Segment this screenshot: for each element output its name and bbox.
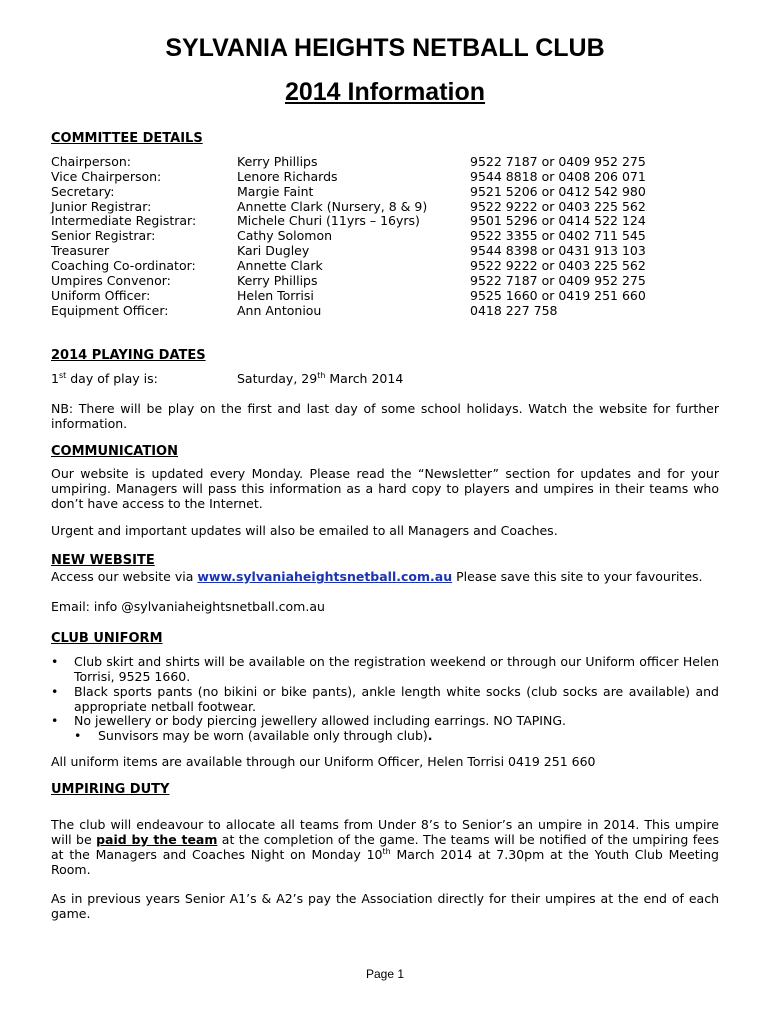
committee-name: Helen Torrisi — [237, 287, 314, 303]
umpiring-heading: UMPIRING DUTY — [51, 782, 170, 797]
club-title: SYLVANIA HEIGHTS NETBALL CLUB — [165, 34, 605, 62]
committee-phone: 9522 9222 or 0403 225 562 — [470, 257, 646, 273]
bullet-icon: • — [51, 654, 59, 669]
info-subtitle: 2014 Information — [284, 78, 486, 106]
communication-para-2: Urgent and important updates will also be emailed to all Managers and Coaches. — [51, 523, 558, 538]
committee-name: Ann Antoniou — [237, 302, 322, 318]
committee-phone: 0418 227 758 — [470, 302, 558, 318]
committee-row — [51, 303, 719, 318]
committee-phone: 9522 9222 or 0403 225 562 — [470, 198, 646, 214]
umpiring-para-1: The club will endeavour to allocate all teams from Under 8’s to Senior’s an umpire in 2014. This umpire will be paid by the team at the completion of the game. The teams will be notified of the umpiring fees at the Managers and Coaches Night on Monday 10th March 2014 at 7.30pm at the Youth Club Meeting Room. — [51, 817, 719, 877]
committee-role: Chairperson: — [51, 154, 131, 169]
bullet-icon: • — [74, 728, 82, 743]
committee-role: Secretary: — [51, 183, 115, 199]
committee-phone: 9522 7187 or 0409 952 275 — [470, 154, 646, 169]
committee-row — [51, 154, 719, 169]
playing-dates-heading: 2014 PLAYING DATES — [51, 348, 206, 363]
uniform-sub-bullet: • Sunvisors may be worn (available only through club). — [74, 728, 433, 743]
communication-para-1: Our website is updated every Monday. Please read the “Newsletter” section for updates and for your umpiring. Managers will pass this information as a hard copy to players and umpires in their teams who don’t have access to the Internet. — [51, 466, 719, 511]
committee-phone: 9544 8398 or 0431 913 103 — [470, 243, 646, 259]
bullet-icon: • — [51, 684, 59, 699]
website-heading: NEW WEBSITE — [51, 553, 155, 568]
committee-role: Uniform Officer: — [51, 287, 151, 303]
paid-by-team-emphasis: paid by the team — [96, 832, 218, 847]
committee-role: Vice Chairperson: — [51, 168, 162, 184]
website-email: Email: info @sylvaniaheightsnetball.com.au — [51, 599, 325, 614]
first-day-row — [51, 371, 719, 386]
committee-row — [51, 228, 719, 243]
uniform-bullet: • Club skirt and shirts will be available on the registration weekend or through our Uniform officer Helen Torrisi, 9525 1660. — [51, 654, 719, 684]
committee-row — [51, 273, 719, 288]
committee-role: Equipment Officer: — [51, 302, 169, 318]
committee-role: Coaching Co-ordinator: — [51, 257, 196, 273]
committee-row — [51, 243, 719, 258]
committee-row — [51, 169, 719, 184]
bullet-icon: • — [51, 713, 59, 728]
communication-heading: COMMUNICATION — [51, 444, 178, 459]
committee-role: Umpires Convenor: — [51, 272, 171, 288]
uniform-bullet: • No jewellery or body piercing jewellery allowed including earrings. NO TAPING. — [51, 713, 566, 728]
page-number: Page 1 — [365, 967, 405, 981]
umpiring-para-2: As in previous years Senior A1’s & A2’s pay the Association directly for their umpires at the end of each game. — [51, 891, 719, 921]
website-paragraph: Access our website via www.sylvaniaheightsnetball.com.au Please save this site to your favourites. — [51, 569, 703, 584]
website-link[interactable]: www.sylvaniaheightsnetball.com.au — [197, 569, 453, 584]
committee-name: Annette Clark (Nursery, 8 & 9) — [237, 198, 428, 214]
committee-row — [51, 258, 719, 273]
first-day-date: Saturday, 29th March 2014 — [237, 371, 404, 386]
committee-name: Kerry Phillips — [237, 272, 318, 288]
committee-phone: 9525 1660 or 0419 251 660 — [470, 287, 646, 303]
committee-role: Senior Registrar: — [51, 228, 156, 244]
committee-name: Cathy Solomon — [237, 228, 333, 244]
uniform-note: All uniform items are available through our Uniform Officer, Helen Torrisi 0419 251 660 — [51, 754, 596, 769]
committee-role: Intermediate Registrar: — [51, 213, 197, 229]
playing-dates-note: NB: There will be play on the first and last day of some school holidays. Watch the website for further information. — [51, 401, 719, 431]
committee-heading: COMMITTEE DETAILS — [51, 131, 203, 146]
committee-row — [51, 213, 719, 228]
committee-phone: 9544 8818 or 0408 206 071 — [470, 168, 646, 184]
committee-phone: 9501 5296 or 0414 522 124 — [470, 213, 646, 229]
committee-role: Treasurer — [51, 243, 110, 259]
committee-phone: 9522 7187 or 0409 952 275 — [470, 272, 646, 288]
committee-name: Margie Faint — [237, 183, 314, 199]
first-day-label: 1st day of play is: — [51, 371, 158, 386]
committee-name: Annette Clark — [237, 257, 323, 273]
committee-row — [51, 288, 719, 303]
committee-phone: 9521 5206 or 0412 542 980 — [470, 183, 646, 199]
committee-phone: 9522 3355 or 0402 711 545 — [470, 228, 646, 244]
committee-name: Kari Dugley — [237, 243, 310, 259]
committee-role: Junior Registrar: — [51, 198, 152, 214]
committee-name: Kerry Phillips — [237, 154, 318, 169]
uniform-heading: CLUB UNIFORM — [51, 631, 163, 646]
committee-row — [51, 199, 719, 214]
committee-name: Michele Churi (11yrs – 16yrs) — [237, 213, 420, 229]
committee-name: Lenore Richards — [237, 168, 338, 184]
committee-row — [51, 184, 719, 199]
uniform-bullet: • Black sports pants (no bikini or bike pants), ankle length white socks (club socks are available) and appropriate netball footwear. — [51, 684, 719, 714]
